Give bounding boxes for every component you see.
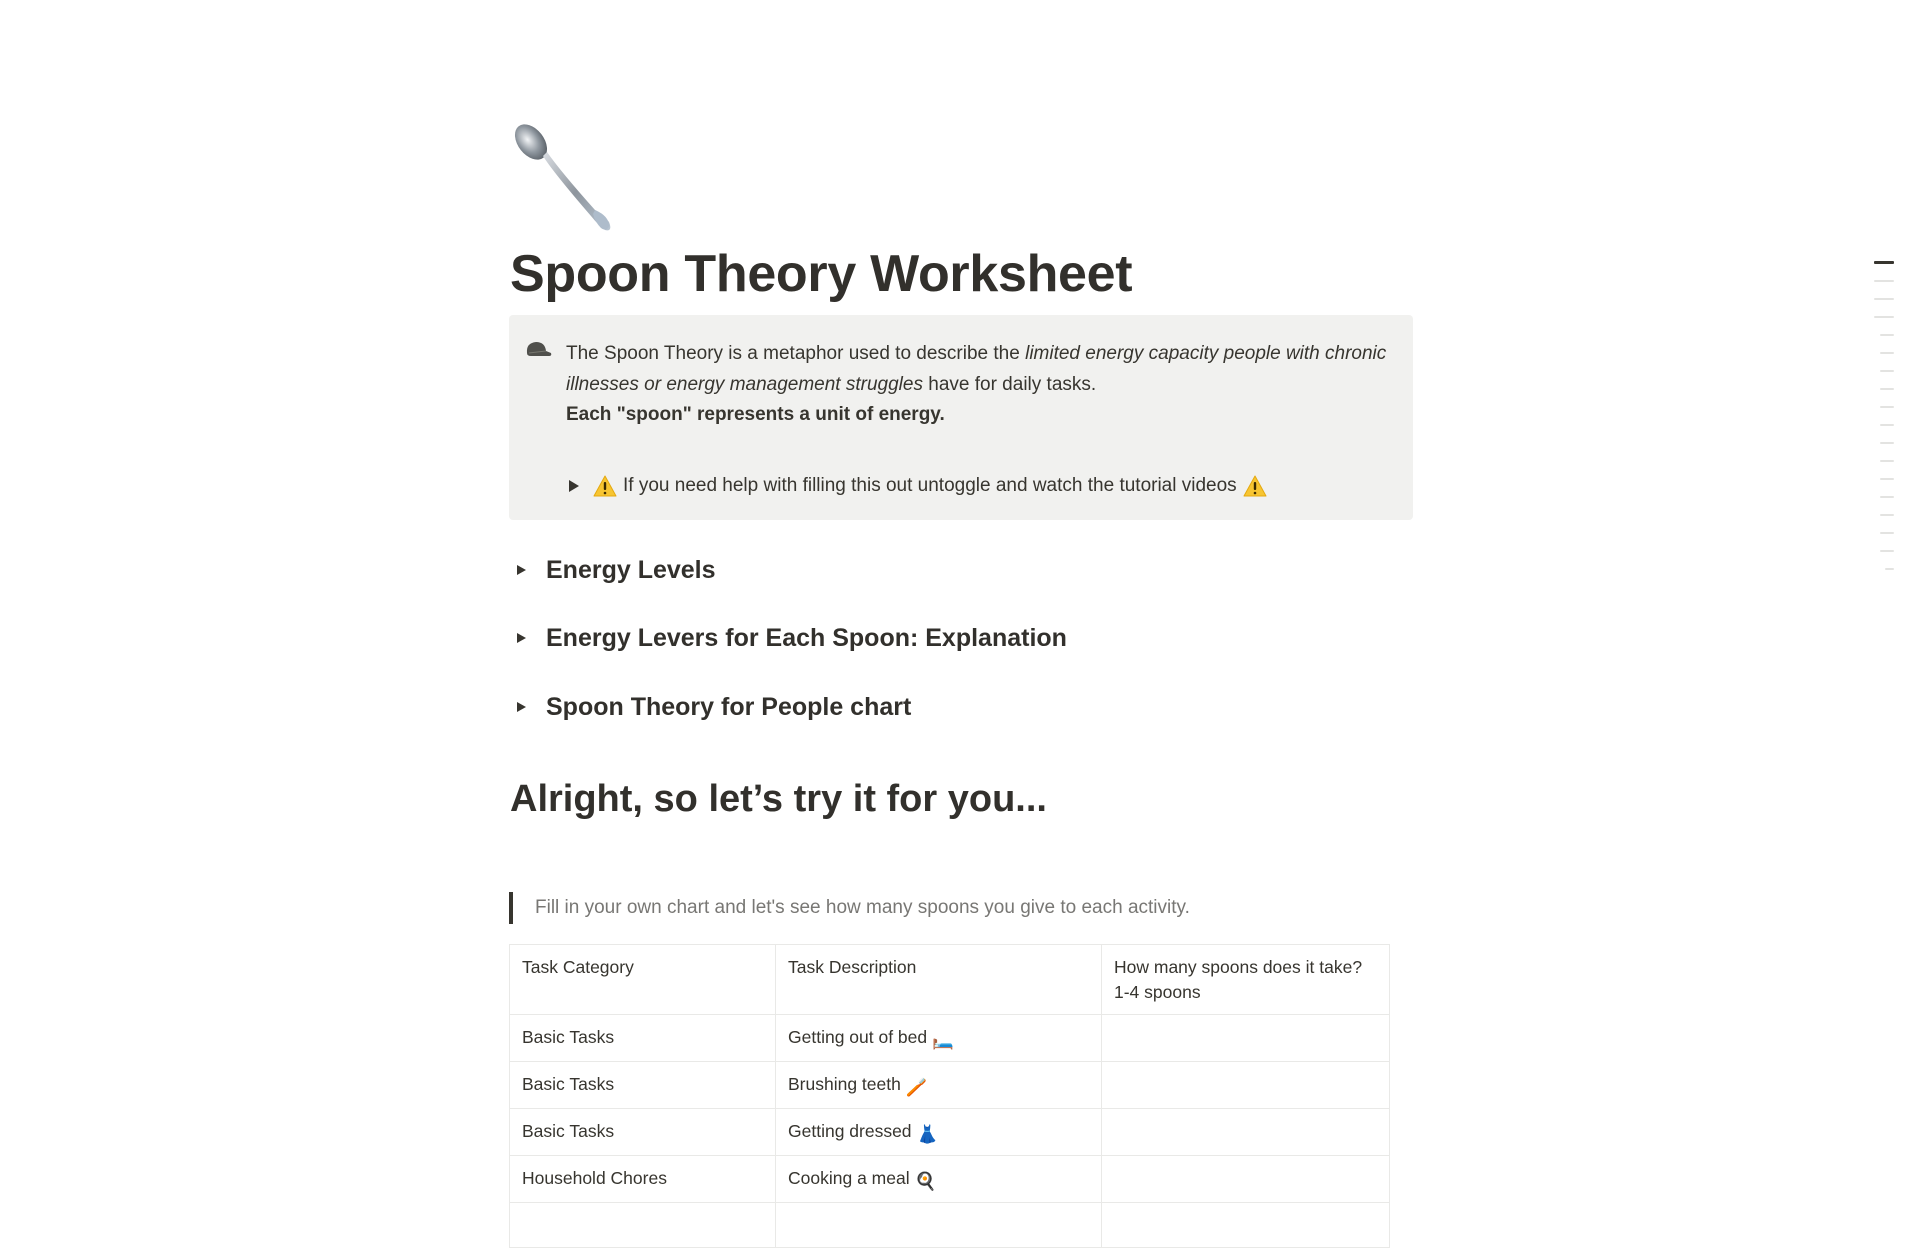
toc-item[interactable]	[1880, 442, 1894, 444]
instruction-quote: Fill in your own chart and let's see how many spoons you give to each activity.	[509, 892, 1413, 924]
toc-item[interactable]	[1880, 334, 1894, 336]
callout-text-plain-1: The Spoon Theory is a metaphor used to describe the	[566, 343, 1026, 364]
warning-icon	[1243, 475, 1267, 497]
table-header-cell[interactable]: Task Category	[510, 945, 776, 1015]
toc-item[interactable]	[1885, 568, 1894, 570]
toc-item[interactable]	[1874, 280, 1894, 282]
task-category-cell[interactable]	[510, 1203, 776, 1248]
toggle-arrow-icon[interactable]	[517, 702, 526, 712]
task-description-cell[interactable]	[776, 1015, 1102, 1062]
task-description-text: Getting out of bed	[788, 1027, 928, 1047]
task-category-cell[interactable]: Basic Tasks	[510, 1062, 776, 1109]
toggle-arrow-icon[interactable]	[569, 480, 579, 492]
toc-item[interactable]	[1880, 370, 1894, 372]
table-row	[510, 1062, 1390, 1109]
task-description-cell[interactable]	[776, 1109, 1102, 1156]
task-description-cell[interactable]	[776, 1203, 1102, 1248]
callout-text-italic: limited energy capacity people with chronic illnesses or energy management struggles	[566, 343, 1387, 395]
toc-item[interactable]	[1874, 298, 1894, 300]
toggle-arrow-icon[interactable]	[517, 565, 526, 575]
intro-callout	[509, 315, 1413, 520]
callout-text-plain-2: have for daily tasks.	[922, 373, 1097, 395]
table-row	[510, 1156, 1390, 1203]
callout-text	[566, 339, 1396, 431]
toc-item[interactable]	[1880, 550, 1894, 552]
toc-item[interactable]	[1880, 496, 1894, 498]
toc-item[interactable]	[1874, 316, 1894, 318]
task-category-cell[interactable]: Household Chores	[510, 1156, 776, 1203]
spoons-cell[interactable]	[1102, 1062, 1390, 1109]
frying-pan-icon: 🍳	[914, 1171, 937, 1191]
table-row	[510, 1203, 1390, 1248]
task-description-text: Brushing teeth	[788, 1074, 901, 1094]
callout-text-bold: Each "spoon" represents a unit of energy.	[566, 404, 945, 425]
toggle-heading-label: Spoon Theory for People chart	[546, 692, 912, 721]
table-row	[510, 1015, 1390, 1062]
task-description-text: Getting dressed	[788, 1121, 912, 1141]
task-description-text: Cooking a meal	[788, 1168, 910, 1188]
tutorial-toggle[interactable]	[569, 471, 1267, 501]
toggle-arrow-icon[interactable]	[517, 633, 526, 643]
toc-item[interactable]	[1880, 460, 1894, 462]
section-heading: Alright, so let’s try it for you...	[510, 778, 1047, 820]
toc-item[interactable]	[1880, 406, 1894, 408]
table-header-cell[interactable]: How many spoons does it take? 1-4 spoons	[1102, 945, 1390, 1015]
cap-icon[interactable]	[523, 339, 553, 361]
dress-icon: 👗	[916, 1124, 939, 1144]
spoon-icon[interactable]	[509, 112, 634, 237]
toc-item[interactable]	[1874, 261, 1894, 264]
toggle-people-chart[interactable]	[517, 687, 911, 727]
spoons-cell[interactable]	[1102, 1015, 1390, 1062]
task-category-cell[interactable]: Basic Tasks	[510, 1015, 776, 1062]
table-header-row	[510, 945, 1390, 1015]
toc-item[interactable]	[1880, 478, 1894, 480]
toc-item[interactable]	[1880, 352, 1894, 354]
spoon-table	[509, 944, 1390, 1248]
task-description-cell[interactable]	[776, 1156, 1102, 1203]
toc-item[interactable]	[1880, 532, 1894, 534]
warning-icon	[593, 475, 617, 497]
page-title[interactable]: Spoon Theory Worksheet	[510, 245, 1133, 303]
toc-item[interactable]	[1880, 514, 1894, 516]
toc-item[interactable]	[1880, 424, 1894, 426]
toggle-energy-levers[interactable]	[517, 618, 1067, 658]
table-header-cell[interactable]: Task Description	[776, 945, 1102, 1015]
spoons-cell[interactable]	[1102, 1109, 1390, 1156]
spoons-cell[interactable]	[1102, 1156, 1390, 1203]
tutorial-toggle-label: If you need help with filling this out untoggle and watch the tutorial videos	[623, 475, 1237, 496]
toggle-heading-label: Energy Levers for Each Spoon: Explanation	[546, 623, 1067, 652]
task-category-cell[interactable]: Basic Tasks	[510, 1109, 776, 1156]
table-row	[510, 1109, 1390, 1156]
toothbrush-icon: 🪥	[905, 1077, 928, 1097]
spoons-cell[interactable]	[1102, 1203, 1390, 1248]
toc-item[interactable]	[1880, 388, 1894, 390]
task-description-cell[interactable]	[776, 1062, 1102, 1109]
bed-icon: 🛏️	[932, 1030, 954, 1050]
toggle-heading-label: Energy Levels	[546, 555, 716, 584]
toggle-energy-levels[interactable]	[517, 550, 716, 590]
